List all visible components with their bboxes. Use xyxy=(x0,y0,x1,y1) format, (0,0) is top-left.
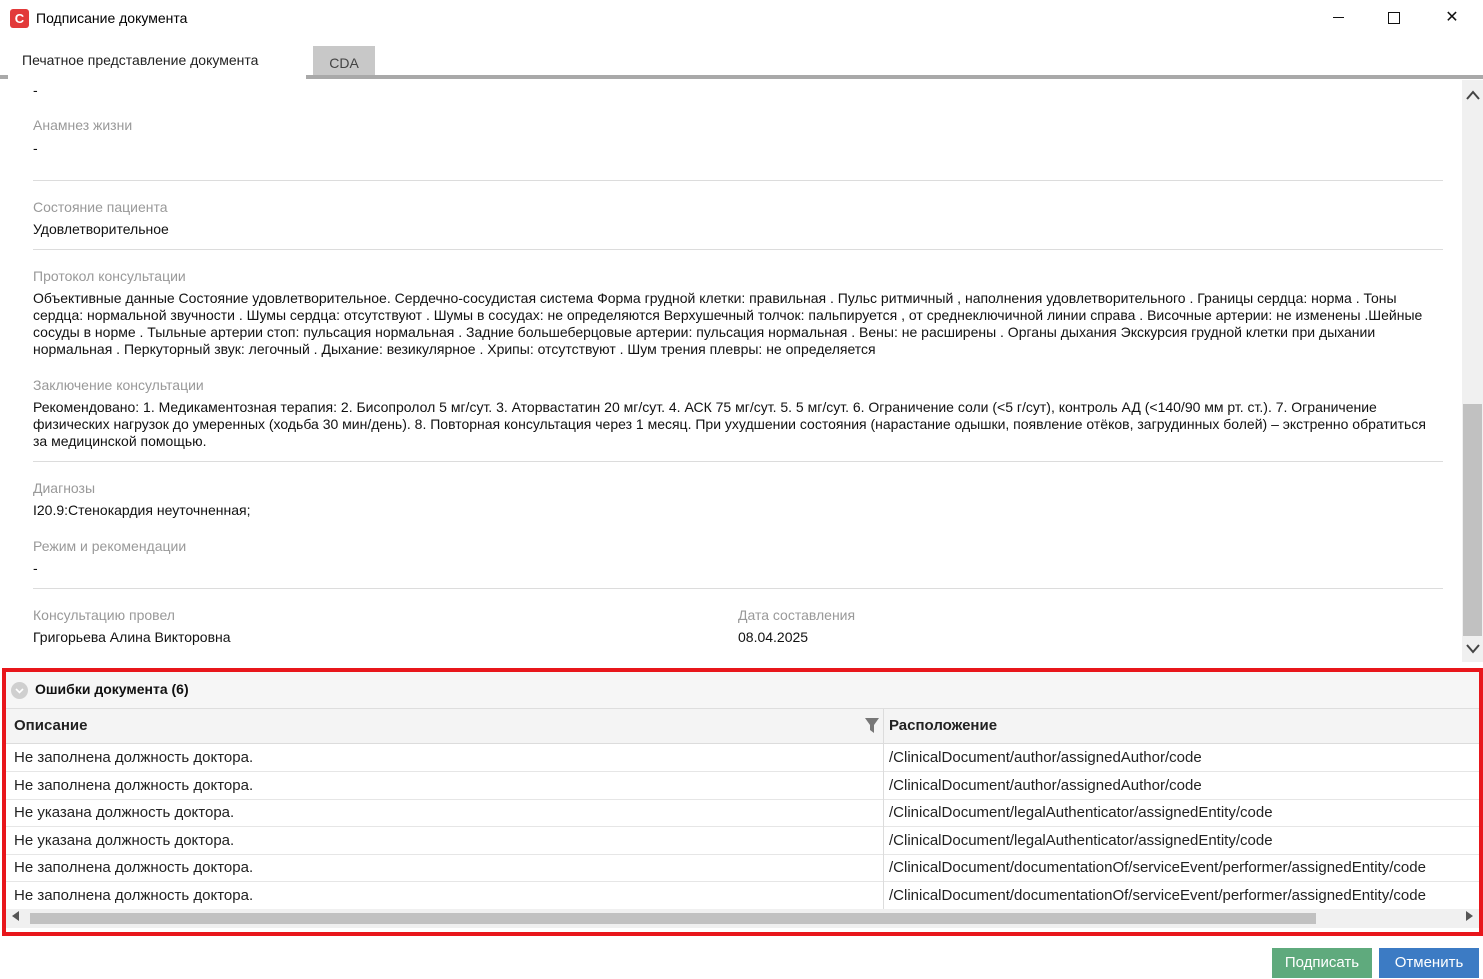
tab-underline-left xyxy=(0,75,8,79)
section-value-diagnoses: I20.9:Стенокардия неуточненная; xyxy=(33,502,251,518)
error-description: Не указана должность доктора. xyxy=(14,804,235,821)
filter-icon[interactable] xyxy=(865,718,879,734)
minimize-icon xyxy=(1333,17,1344,18)
section-value-patient-state: Удовлетворительное xyxy=(33,221,169,237)
sign-button[interactable]: Подписать xyxy=(1272,948,1372,978)
collapse-icon[interactable] xyxy=(11,682,28,699)
chevron-up-icon xyxy=(1465,89,1481,101)
errors-horizontal-scrollbar[interactable] xyxy=(6,909,1479,928)
tab-underline xyxy=(306,75,1483,79)
table-row[interactable] xyxy=(6,854,1479,882)
document-view xyxy=(0,80,1462,662)
table-row[interactable] xyxy=(6,799,1479,827)
errors-grid-header xyxy=(6,709,1479,744)
section-value-regime: - xyxy=(33,560,38,576)
column-header-description[interactable]: Описание xyxy=(14,717,88,734)
errors-panel-title: Ошибки документа (6) xyxy=(35,681,189,697)
dialog-footer xyxy=(0,940,1483,979)
previous-section-value: - xyxy=(33,82,38,98)
maximize-button[interactable] xyxy=(1371,4,1417,32)
scroll-down-arrow[interactable] xyxy=(1462,642,1483,660)
document-errors-panel xyxy=(2,668,1483,936)
horizontal-scrollbar-thumb[interactable] xyxy=(30,913,1316,924)
chevron-down-icon xyxy=(1465,643,1481,655)
section-label-life-anamnesis: Анамнез жизни xyxy=(33,117,133,133)
error-description: Не заполнена должность доктора. xyxy=(14,887,254,904)
section-value-consultation-conclusion: Рекомендовано: 1. Медикаментозная терапия: 2. Бисопролол 5 мг/сут. 3. Аторвастатин 20 мг/сут. 4. АСК 75 мг/сут. 5. 5 мг/сут. 6. Ограничение соли (<5 г/сут), контроль АД (<140/90 мм рт. ст.). 7. Ограничение физических нагрузок до умеренных (ходьба 30 мин/день). 8. Повторная консультация через 1 месяц. При ухудшении состояния (нарастание одышки, появление отёков, загрудинных болей) – экстренно обратиться за медицинской помощью. xyxy=(33,399,1426,449)
section-divider xyxy=(33,249,1443,250)
error-location: /ClinicalDocument/legalAuthenticator/assignedEntity/code xyxy=(889,832,1273,849)
scroll-up-arrow[interactable] xyxy=(1462,88,1483,106)
section-label-consultation-protocol: Протокол консультации xyxy=(33,268,186,284)
error-description: Не заполнена должность доктора. xyxy=(14,749,254,766)
document-scrollbar-thumb[interactable] xyxy=(1463,404,1482,636)
close-icon: ✕ xyxy=(1445,9,1459,26)
error-description: Не указана должность доктора. xyxy=(14,832,235,849)
maximize-icon xyxy=(1388,12,1400,24)
date-label: Дата составления xyxy=(738,607,856,623)
section-divider xyxy=(33,461,1443,462)
consultant-value: Григорьева Алина Викторовна xyxy=(33,629,231,645)
section-divider xyxy=(33,588,1443,589)
section-value-life-anamnesis: - xyxy=(33,140,38,156)
section-divider xyxy=(33,180,1443,181)
date-value: 08.04.2025 xyxy=(738,629,809,645)
error-description: Не заполнена должность доктора. xyxy=(14,859,254,876)
error-location: /ClinicalDocument/author/assignedAuthor/code xyxy=(889,777,1202,794)
table-row[interactable] xyxy=(6,827,1479,855)
table-row[interactable] xyxy=(6,772,1479,800)
scroll-right-arrow[interactable] xyxy=(1465,909,1473,928)
window-title: Подписание документа xyxy=(36,10,188,26)
error-location: /ClinicalDocument/author/assignedAuthor/code xyxy=(889,749,1202,766)
column-header-location[interactable]: Расположение xyxy=(889,717,998,734)
table-row[interactable] xyxy=(6,744,1479,772)
title-bar xyxy=(0,0,1483,37)
section-label-patient-state: Состояние пациента xyxy=(33,199,168,215)
error-description: Не заполнена должность доктора. xyxy=(14,777,254,794)
scroll-left-arrow[interactable] xyxy=(12,909,20,928)
arrow-left-icon xyxy=(12,911,20,921)
section-label-diagnoses: Диагнозы xyxy=(33,480,96,496)
tab-print-view[interactable]: Печатное представление документа xyxy=(8,44,306,77)
error-location: /ClinicalDocument/documentationOf/serviceEvent/performer/assignedEntity/code xyxy=(889,887,1426,904)
table-row[interactable] xyxy=(6,882,1479,910)
section-label-regime: Режим и рекомендации xyxy=(33,538,187,554)
consultant-label: Консультацию провел xyxy=(33,607,175,623)
close-button[interactable] xyxy=(1429,4,1475,32)
cancel-button[interactable]: Отменить xyxy=(1379,948,1479,978)
column-divider xyxy=(883,709,884,909)
tab-cda[interactable]: CDA xyxy=(313,46,375,78)
error-location: /ClinicalDocument/legalAuthenticator/assignedEntity/code xyxy=(889,804,1273,821)
section-value-consultation-protocol: Объективные данные Состояние удовлетворительное. Сердечно-сосудистая система Форма грудной клетки: правильная . Пульс ритмичный , наполнения удовлетворительного . Границы сердца: норма . Тоны сердца: нормальной звучности . Шумы сердца: отсутствуют . Шумы в сосудах: не определяются Верхушечный толчок: пальпируется , от среднеключичной линии справа . Височные артерии: не изменены .Шейные сосуды в норме . Тыльные артерии стоп: пульсация нормальная . Задние большеберцовые артерии: пульсация нормальная . Вены: не расширены . Органы дыхания Экскурсия грудной клетки при дыхании нормальная . Перкуторный звук: легочный . Дыхание: везикулярное . Хрипы: отсутствуют . Шум трения плевры: не определяется xyxy=(33,290,1423,357)
minimize-button[interactable] xyxy=(1315,4,1361,32)
errors-panel-header[interactable] xyxy=(6,672,1479,709)
section-label-consultation-conclusion: Заключение консультации xyxy=(33,377,204,393)
error-location: /ClinicalDocument/documentationOf/serviceEvent/performer/assignedEntity/code xyxy=(889,859,1426,876)
arrow-right-icon xyxy=(1465,911,1473,921)
app-logo-icon: C xyxy=(10,9,29,28)
